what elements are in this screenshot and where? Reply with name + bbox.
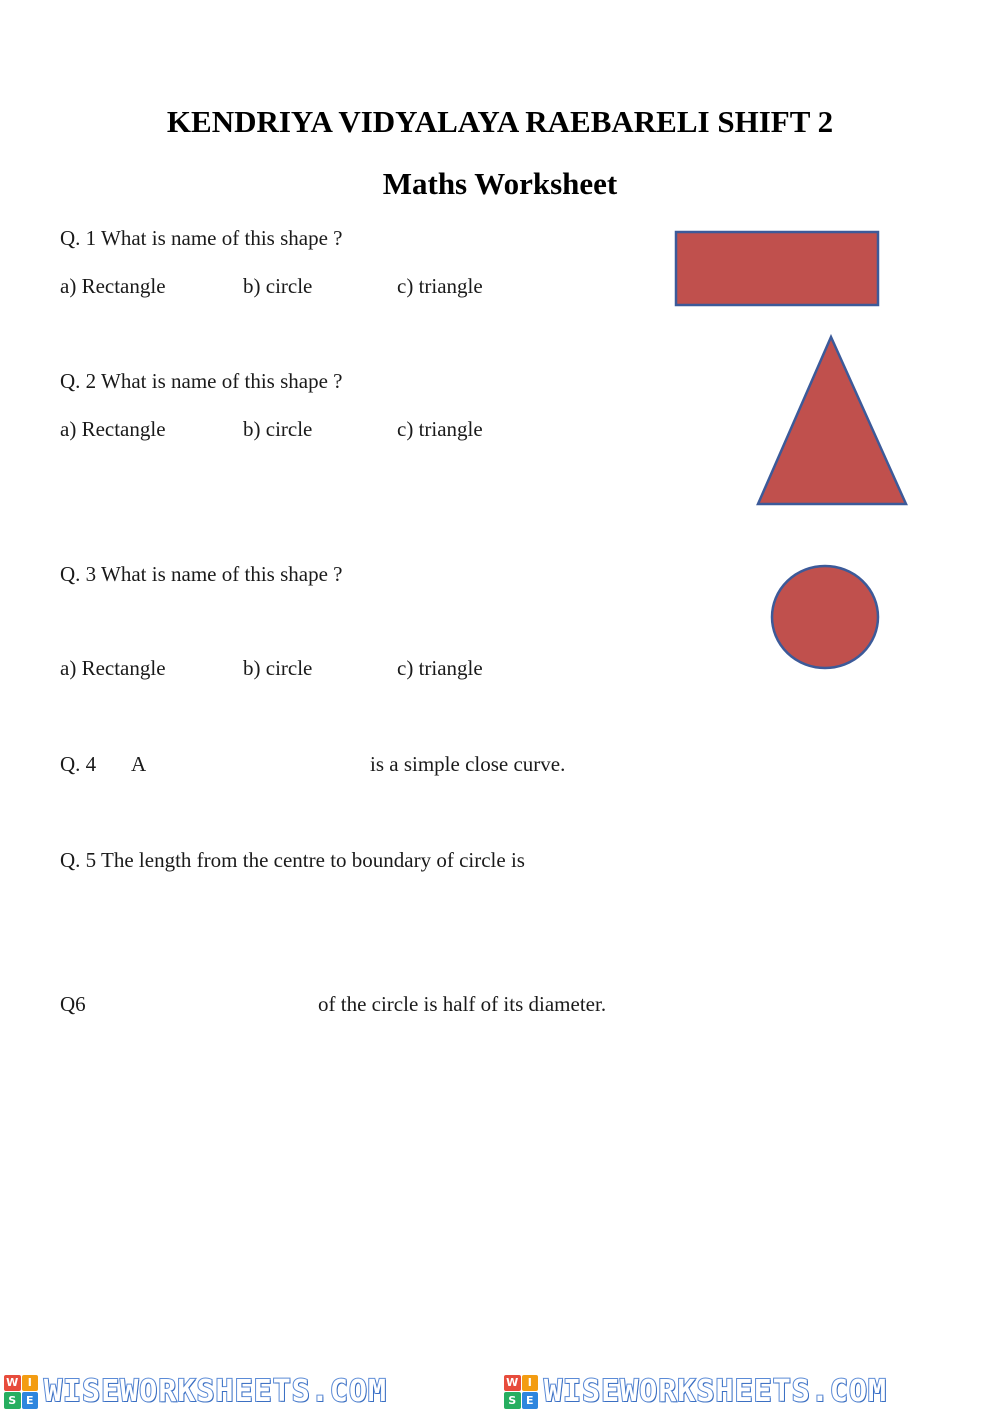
question-4-number: Q. 4 (60, 752, 97, 776)
question-5-answer-blank[interactable] (60, 890, 600, 930)
question-3-option-b[interactable]: b) circle (243, 656, 313, 680)
question-3-option-a[interactable]: a) Rectangle (60, 656, 166, 680)
question-2-option-a[interactable]: a) Rectangle (60, 417, 166, 441)
brand-logo-tile: E (22, 1392, 39, 1409)
question-3-option-c[interactable]: c) triangle (397, 656, 483, 680)
question-1-option-a[interactable]: a) Rectangle (60, 274, 166, 298)
brand-name: WISEWORKSHEETS.COM (44, 1374, 388, 1409)
brand-block (0, 1370, 500, 1413)
brand-block (500, 1370, 1000, 1413)
brand-name: WISEWORKSHEETS.COM (544, 1374, 888, 1409)
brand-logo-tile: I (522, 1375, 539, 1392)
brand-logo (504, 1375, 538, 1409)
question-6-number: Q6 (60, 992, 86, 1016)
question-1-prompt: Q. 1 What is name of this shape ? (60, 226, 343, 250)
question-6-blank[interactable] (100, 992, 308, 1018)
brand-logo-tile: S (4, 1392, 21, 1409)
footer-brand-strip (0, 1370, 1000, 1413)
brand-logo-tile: W (504, 1375, 521, 1392)
question-2-prompt: Q. 2 What is name of this shape ? (60, 369, 343, 393)
question-3-prompt: Q. 3 What is name of this shape ? (60, 562, 343, 586)
question-1-option-c[interactable]: c) triangle (397, 274, 483, 298)
question-4-lead: A (131, 752, 147, 776)
question-4-tail: is a simple close curve. (370, 752, 566, 776)
question-4-blank[interactable] (155, 752, 360, 778)
question-1-option-b[interactable]: b) circle (243, 274, 313, 298)
school-title: KENDRIYA VIDYALAYA RAEBARELI SHIFT 2 (166, 104, 834, 139)
question-5-prompt: Q. 5 The length from the centre to boundary of circle is (60, 848, 525, 872)
question-6-tail: of the circle is half of its diameter. (318, 992, 607, 1016)
brand-logo-tile: S (504, 1392, 521, 1409)
question-2-option-b[interactable]: b) circle (243, 417, 313, 441)
circle-shape (769, 562, 881, 672)
triangle-shape (754, 334, 910, 508)
brand-logo-tile: I (22, 1375, 39, 1392)
brand-logo (4, 1375, 38, 1409)
brand-logo-tile: W (4, 1375, 21, 1392)
worksheet-title: Maths Worksheet (382, 166, 618, 201)
question-2-option-c[interactable]: c) triangle (397, 417, 483, 441)
brand-logo-tile: E (522, 1392, 539, 1409)
rectangle-shape (674, 229, 882, 309)
